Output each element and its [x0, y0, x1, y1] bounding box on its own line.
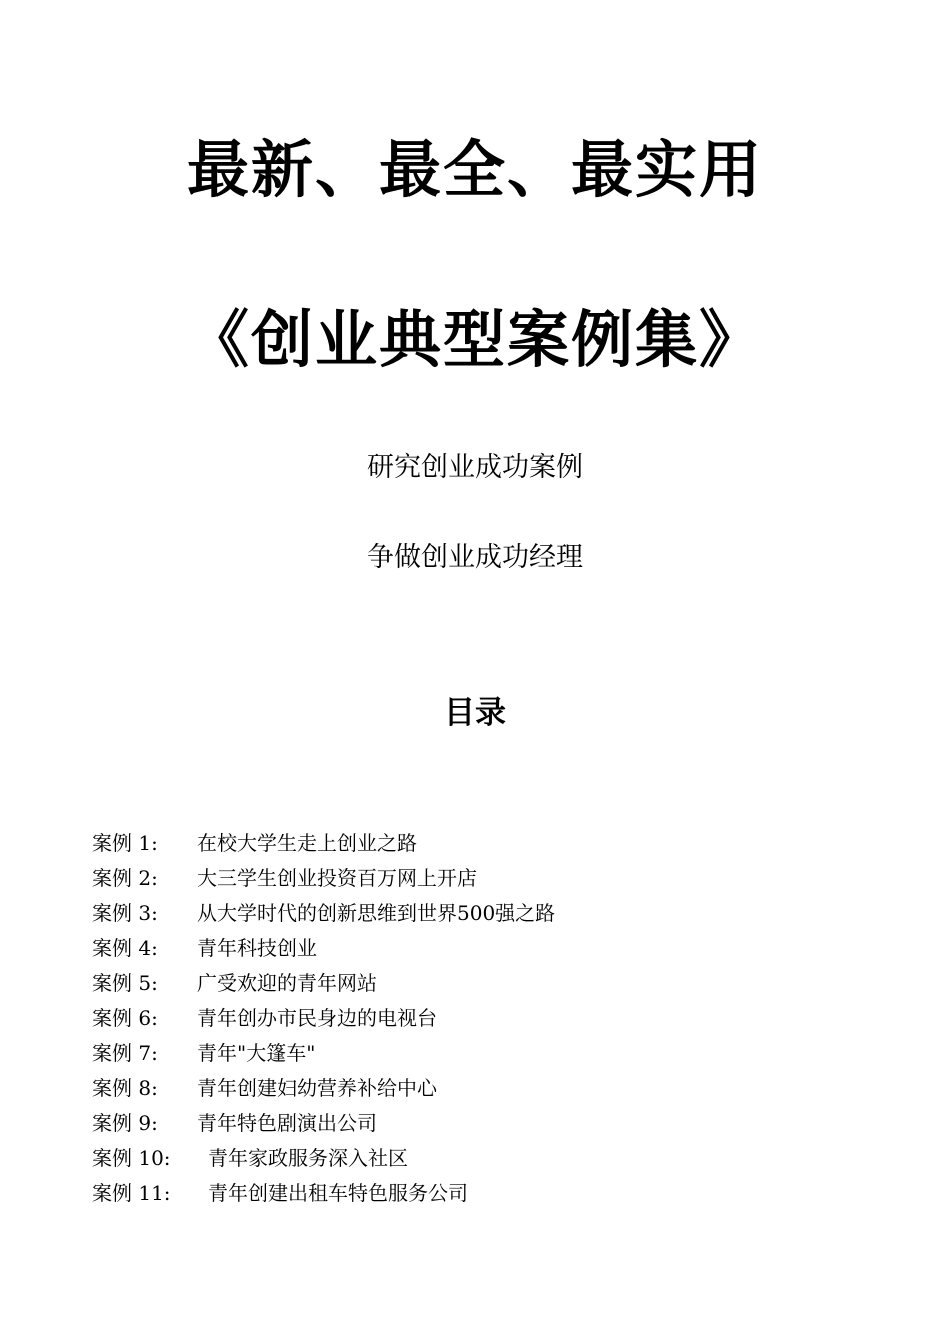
toc-item-title: 青年创建出租车特色服务公司: [208, 1181, 468, 1205]
toc-item-number: 案例 10:: [92, 1146, 171, 1170]
toc-item-number: 案例 9:: [92, 1111, 158, 1135]
toc-item: [92, 826, 892, 861]
toc-item-number: 案例 5:: [92, 971, 158, 995]
toc-item-number: 案例 4:: [92, 936, 158, 960]
toc-item-number: 案例 8:: [92, 1076, 158, 1100]
toc-item: [92, 1106, 892, 1141]
toc-item-title: 青年特色剧演出公司: [197, 1111, 377, 1135]
toc-item-title: 青年创建妇幼营养补给中心: [197, 1076, 437, 1100]
toc-item: [92, 1141, 892, 1176]
toc-item: [92, 1176, 892, 1211]
subtitle-research: 研究创业成功案例: [367, 452, 583, 483]
toc-item-number: 案例 3:: [92, 901, 158, 925]
toc-item-title: 从大学时代的创新思维到世界500强之路: [197, 901, 556, 925]
toc-item: [92, 1001, 892, 1036]
toc-item-title: 青年"大篷车": [197, 1041, 316, 1065]
toc-item-title: 大三学生创业投资百万网上开店: [197, 866, 477, 890]
toc-item: [92, 896, 892, 931]
toc-item-number: 案例 6:: [92, 1006, 158, 1030]
toc-heading: 目录: [444, 695, 506, 731]
toc-item: [92, 931, 892, 966]
toc-item-title: 青年科技创业: [197, 936, 317, 960]
document-title-line-1: 最新、最全、最实用: [186, 133, 763, 206]
toc-item-number: 案例 7:: [92, 1041, 158, 1065]
toc-item-title: 广受欢迎的青年网站: [197, 971, 377, 995]
subtitle-strive: 争做创业成功经理: [367, 542, 583, 573]
toc-item-number: 案例 1:: [92, 831, 158, 855]
table-of-contents: [92, 826, 892, 1211]
document-title-line-2: 《创业典型案例集》: [186, 303, 763, 376]
toc-item: [92, 966, 892, 1001]
toc-item-number: 案例 11:: [92, 1181, 171, 1205]
toc-item-title: 在校大学生走上创业之路: [197, 831, 417, 855]
toc-item: [92, 861, 892, 896]
toc-item: [92, 1071, 892, 1106]
toc-item-title: 青年创办市民身边的电视台: [197, 1006, 437, 1030]
toc-item-title: 青年家政服务深入社区: [208, 1146, 408, 1170]
toc-item: [92, 1036, 892, 1071]
toc-item-number: 案例 2:: [92, 866, 158, 890]
